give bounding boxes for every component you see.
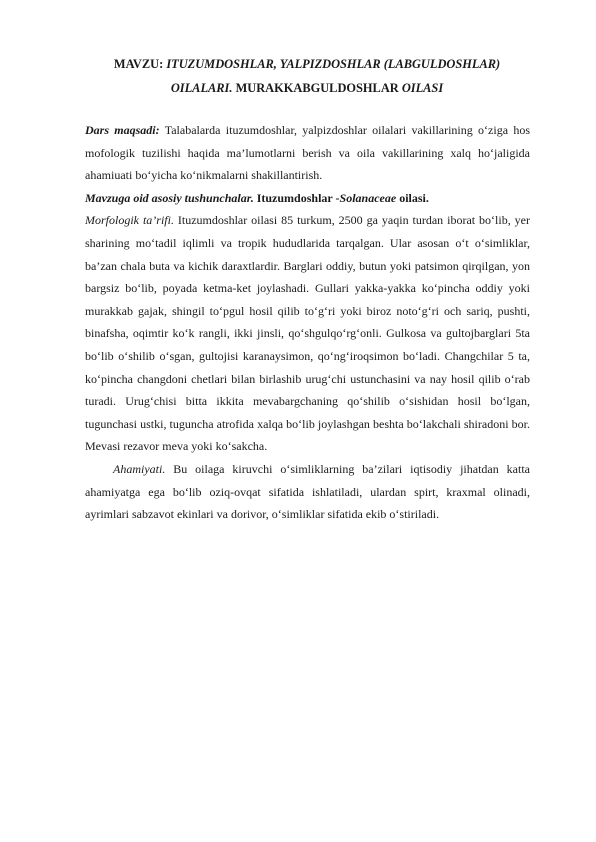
concepts-label: Mavzuga oid asosiy tushunchalar. [85,190,254,205]
title-end-italic: OILASI [401,81,444,95]
importance-label: Ahamiyati. [113,461,166,476]
morphology-label: Morfologik ta’rifi. [85,213,174,228]
morphology-paragraph [85,209,530,458]
lesson-title [84,52,530,100]
title-middle: MURAKKABGULDOSHLAR [232,81,402,95]
importance-text: Bu oilaga kiruvchi o‘simliklarning ba’zilari iqtisodiy jihatdan katta ahamiyatga ega bo‘lib oziq-ovqat sifatida ishlatiladi, ulardan spirt, kraxmal olinadi, ayrimlari sabzavot ekinlari va dorivor, o‘simliklar sifatida ekib o‘stiriladi. [85,461,530,522]
goal-text: Talabalarda ituzumdoshlar, yalpizdoshlar oilalari vakillarining o‘ziga hos mofologik tuzilishi haqida ma’lumotlarni berish va oila vakillarining xalq ho‘jaligida ahamiuati bo‘yicha ko‘nikmalarni shakillantirish. [85,123,530,183]
concepts-suffix: oilasi. [396,190,429,205]
goal-label: Dars maqsadi: [85,123,160,137]
importance-paragraph [85,458,530,526]
title-prefix: MAVZU: [113,57,167,71]
concepts-paragraph [85,187,530,210]
goal-paragraph [85,119,530,187]
concepts-latin: Solanaceae [339,190,397,205]
morphology-text: Ituzumdoshlar oilasi 85 turkum, 2500 ga yaqin turdan iborat bo‘lib, yer sharining mo‘tadil iqlimli va tropik hududlarida tarqalgan. Ular asosan o‘t o‘simliklar, ba’zan chala buta va kichik daraxtlardir. Barglari oddiy, butun yoki patsimon qirqilgan, yon bargsiz bo‘lib, poyada ketma-ket joylashadi. Gullari yakka-yakka ko‘pincha oddiy yoki murakkab gajak, shingil to‘pgul hosil qilib to‘g‘ri yoki biroz noto‘g‘ri och sariq, pushti, binafsha, oqimtir ko‘k rangli, ikki jinsli, qo‘shgulqo‘rg‘onli. Gulkosa va gultojbarglari 5ta bo‘lib o‘shilib o‘sgan, gultojisi karanaysimon, qo‘ng‘iroqsimon bo‘ladi. Changchilar 5 ta, ko‘pincha changdoni chetlari bilan birlashib urug‘chi ustunchasini va nay hosil qilib o‘rab turadi. Urug‘chisi bitta ikkita mevabargchaning qo‘shilib o‘sishidan hosil bo‘lgan, tugunchasi ustki, tuguncha atrofida xalqa bo‘lib joylashgan beshta bo‘lakchali shiradoni bor. Mevasi rezavor meva yoki ko‘sakcha. [85,213,530,454]
document-body [85,119,530,526]
title-topic-italic: ITUZUMDOSHLAR, YALPIZDOSHLAR (LABGULDOSHLAR) OILALARI. [166,57,501,95]
concepts-family: Ituzumdoshlar - [253,190,340,205]
